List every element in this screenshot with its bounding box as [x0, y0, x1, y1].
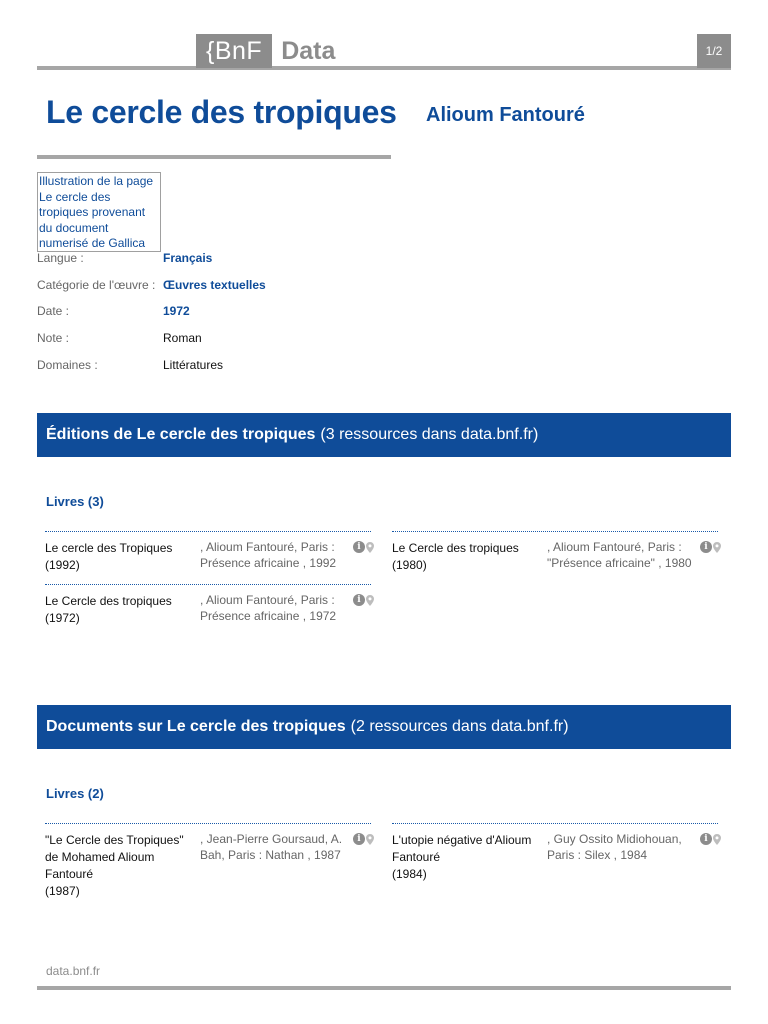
- edition-title-link[interactable]: Le Cercle des tropiques: [392, 541, 519, 555]
- map-pin-icon[interactable]: [366, 595, 374, 606]
- document-year: (1987): [45, 884, 80, 898]
- edition-item-1980: [392, 531, 718, 585]
- info-icon[interactable]: i: [700, 541, 712, 553]
- work-author-link[interactable]: Alioum Fantouré: [426, 104, 585, 126]
- editions-count: (3 ressources dans data.bnf.fr): [320, 426, 539, 443]
- document-title-link[interactable]: L'utopie négative d'Alioum Fantouré: [392, 833, 532, 864]
- edition-item-1972: [45, 584, 371, 638]
- page-header: [37, 34, 731, 70]
- document-item-1987: [45, 823, 371, 903]
- info-icon[interactable]: i: [700, 833, 712, 845]
- document-publication: , Jean-Pierre Goursaud, A. Bah, Paris : Nathan , 1987: [200, 832, 343, 862]
- meta-label: Date :: [37, 304, 70, 319]
- map-pin-icon[interactable]: [366, 834, 374, 845]
- meta-value-note: Roman: [163, 331, 202, 346]
- meta-label: Langue :: [37, 251, 84, 265]
- gallica-illustration[interactable]: Illustration de la page Le cercle des tropiques provenant du document numerisé de Gallica: [37, 172, 161, 252]
- document-title-link[interactable]: "Le Cercle des Tropiques" de Mohamed Alioum Fantouré: [45, 833, 184, 881]
- title-divider: [37, 155, 391, 159]
- edition-publication: , Alioum Fantouré, Paris : Présence africaine , 1992: [200, 540, 337, 570]
- footer-divider: [37, 986, 731, 990]
- meta-label: Domaines :: [37, 357, 98, 372]
- map-pin-icon[interactable]: [713, 834, 721, 845]
- editions-books-subheading: Livres (3): [46, 494, 104, 509]
- footer-site-link[interactable]: data.bnf.fr: [46, 964, 101, 978]
- documents-section-header: [37, 705, 731, 749]
- editions-section-header: [37, 413, 731, 457]
- map-pin-icon[interactable]: [366, 542, 374, 553]
- meta-value-domains: Littératures: [163, 357, 224, 372]
- info-icon[interactable]: i: [353, 541, 365, 553]
- work-title: Le cercle des tropiques: [46, 94, 397, 130]
- document-item-1984: [392, 823, 718, 883]
- meta-value-date-link[interactable]: 1972: [163, 304, 190, 319]
- document-year: (1984): [392, 867, 427, 881]
- bnf-logo-mark: {BnF: [196, 34, 272, 68]
- info-icon[interactable]: i: [353, 594, 365, 606]
- edition-title-link[interactable]: Le cercle des Tropiques: [45, 541, 173, 555]
- documents-heading: Documents sur Le cercle des tropiques: [46, 718, 346, 735]
- map-pin-icon[interactable]: [713, 542, 721, 553]
- bnf-data-logo[interactable]: [196, 34, 335, 68]
- meta-value-language-link[interactable]: Français: [163, 251, 213, 265]
- documents-books-subheading: Livres (2): [46, 786, 104, 801]
- data-logo-text: Data: [281, 36, 336, 65]
- page-indicator: 1/2: [697, 34, 731, 68]
- meta-label: Note :: [37, 331, 70, 346]
- meta-value-category-link[interactable]: Œuvres textuelles: [163, 277, 266, 292]
- edition-title-link[interactable]: Le Cercle des tropiques: [45, 594, 172, 608]
- documents-count: (2 ressources dans data.bnf.fr): [350, 718, 569, 735]
- editions-heading: Éditions de Le cercle des tropiques: [46, 426, 316, 443]
- document-publication: , Guy Ossito Midiohouan, Paris : Silex , 1984: [547, 832, 682, 862]
- edition-item-1992: [45, 531, 371, 585]
- edition-year: (1972): [45, 611, 80, 625]
- edition-publication: , Alioum Fantouré, Paris : "Présence africaine" , 1980: [547, 540, 692, 570]
- edition-year: (1992): [45, 558, 80, 572]
- meta-label: Catégorie de l'œuvre :: [37, 277, 156, 292]
- info-icon[interactable]: i: [353, 833, 365, 845]
- edition-publication: , Alioum Fantouré, Paris : Présence africaine , 1972: [200, 593, 337, 623]
- edition-year: (1980): [392, 558, 427, 572]
